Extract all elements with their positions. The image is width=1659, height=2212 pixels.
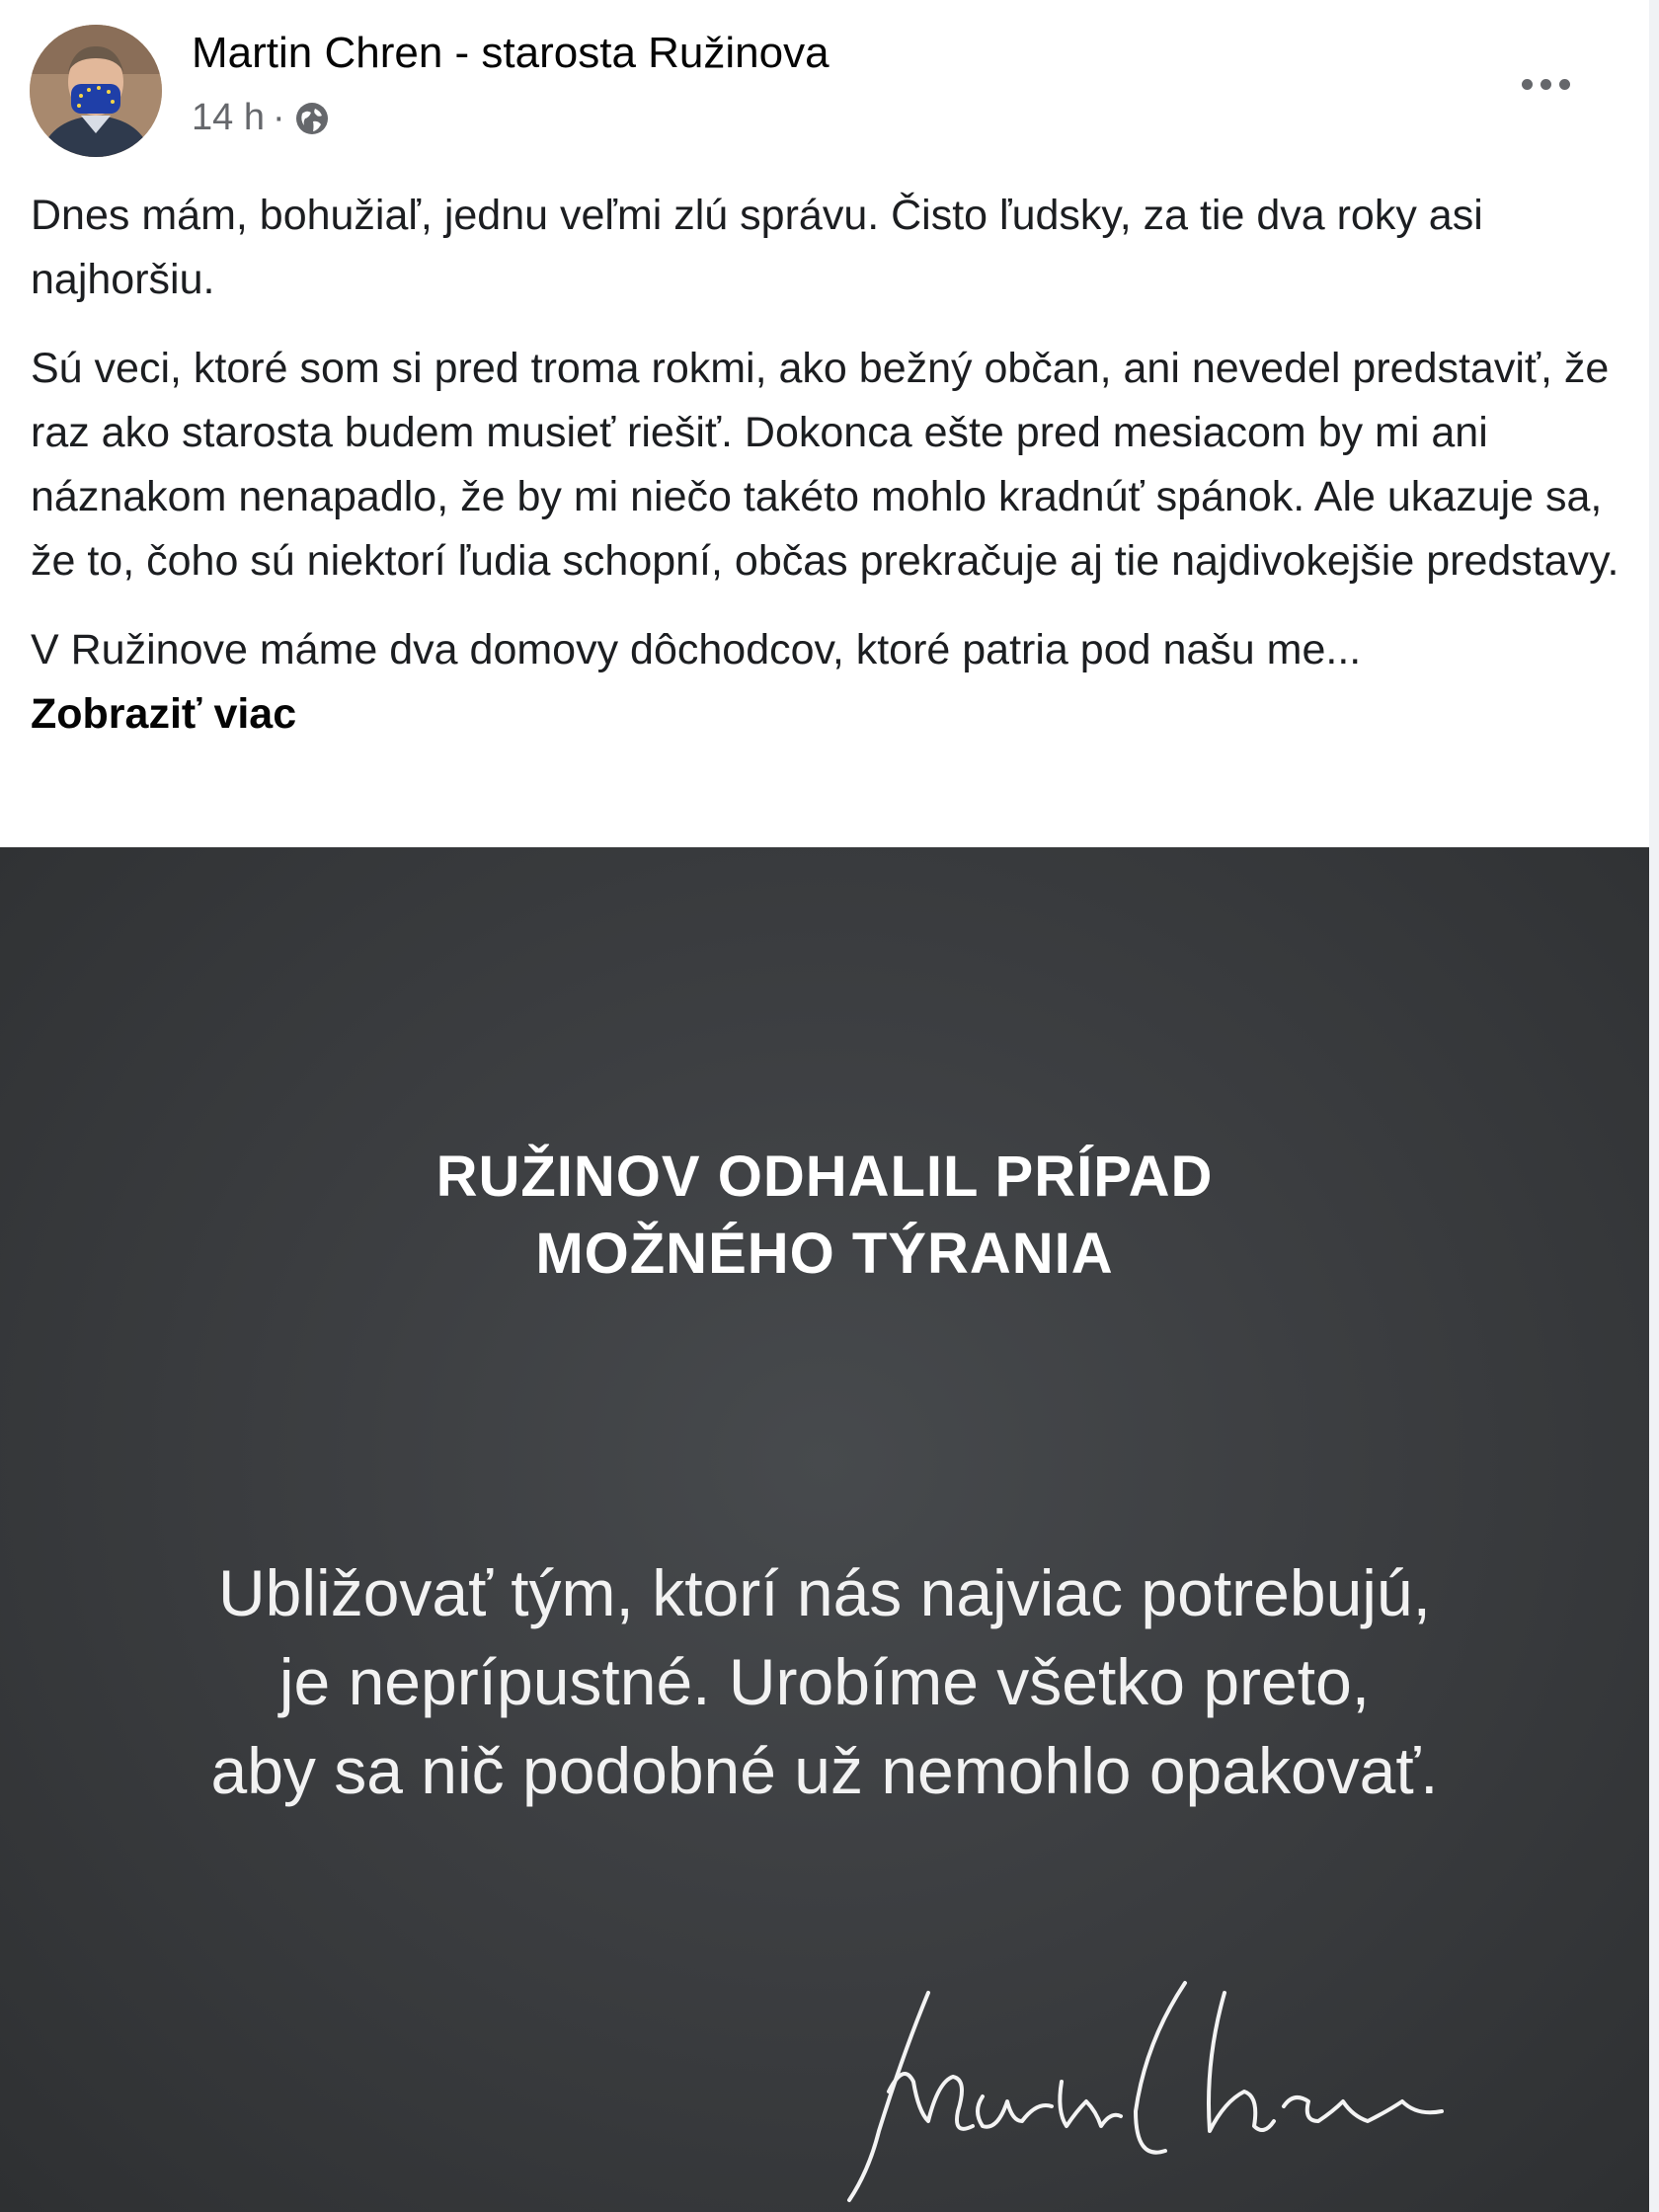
post-image[interactable] (0, 847, 1649, 2212)
feed-background-edge (1649, 0, 1659, 2212)
image-headline (0, 1139, 1649, 1293)
author-name[interactable]: Martin Chren - starosta Ružinova (192, 29, 830, 77)
signature (810, 1963, 1521, 2210)
post-header (30, 25, 1629, 163)
post-meta (192, 97, 331, 139)
quote-line-3: aby sa nič podobné už nemohlo opakovať. (210, 1734, 1439, 1807)
quote-line-2: je neprípustné. Urobíme všetko preto, (278, 1645, 1371, 1718)
see-more-link[interactable]: Zobraziť viac (31, 690, 297, 738)
headline-line-1: RUŽINOV ODHALIL PRÍPAD (435, 1145, 1214, 1209)
post-paragraph-3-text: V Ružinove máme dva domovy dôchodcov, ktoré patria pod našu me... (31, 626, 1362, 673)
post-paragraph-3 (31, 618, 1630, 747)
meta-separator: · (272, 97, 285, 138)
post-text (31, 184, 1630, 747)
headline-line-2: MOŽNÉHO TÝRANIA (535, 1222, 1114, 1286)
post-paragraph-1: Dnes mám, bohužiaľ, jednu veľmi zlú správu. Čisto ľudsky, za tie dva roky asi najhoršiu. (31, 192, 1483, 303)
quote-line-1: Ubližovať tým, ktorí nás najviac potrebujú, (218, 1556, 1431, 1629)
more-options-icon[interactable] (1506, 64, 1585, 104)
avatar[interactable] (30, 25, 162, 157)
image-quote (0, 1548, 1649, 1815)
globe-icon[interactable] (293, 100, 331, 137)
post-paragraph-2: Sú veci, ktoré som si pred troma rokmi, ako bežný občan, ani nevedel predstaviť, že raz ako starosta budem musieť riešiť. Dokonca ešte pred mesiacom by mi ani náznakom nenapadlo, že by mi niečo takéto mohlo kradnúť spánok. Ale ukazuje sa, že to, čoho sú niektorí ľudia schopní, občas prekračuje aj tie najdivokejšie predstavy. (31, 345, 1620, 585)
timestamp[interactable]: 14 h (192, 97, 265, 138)
